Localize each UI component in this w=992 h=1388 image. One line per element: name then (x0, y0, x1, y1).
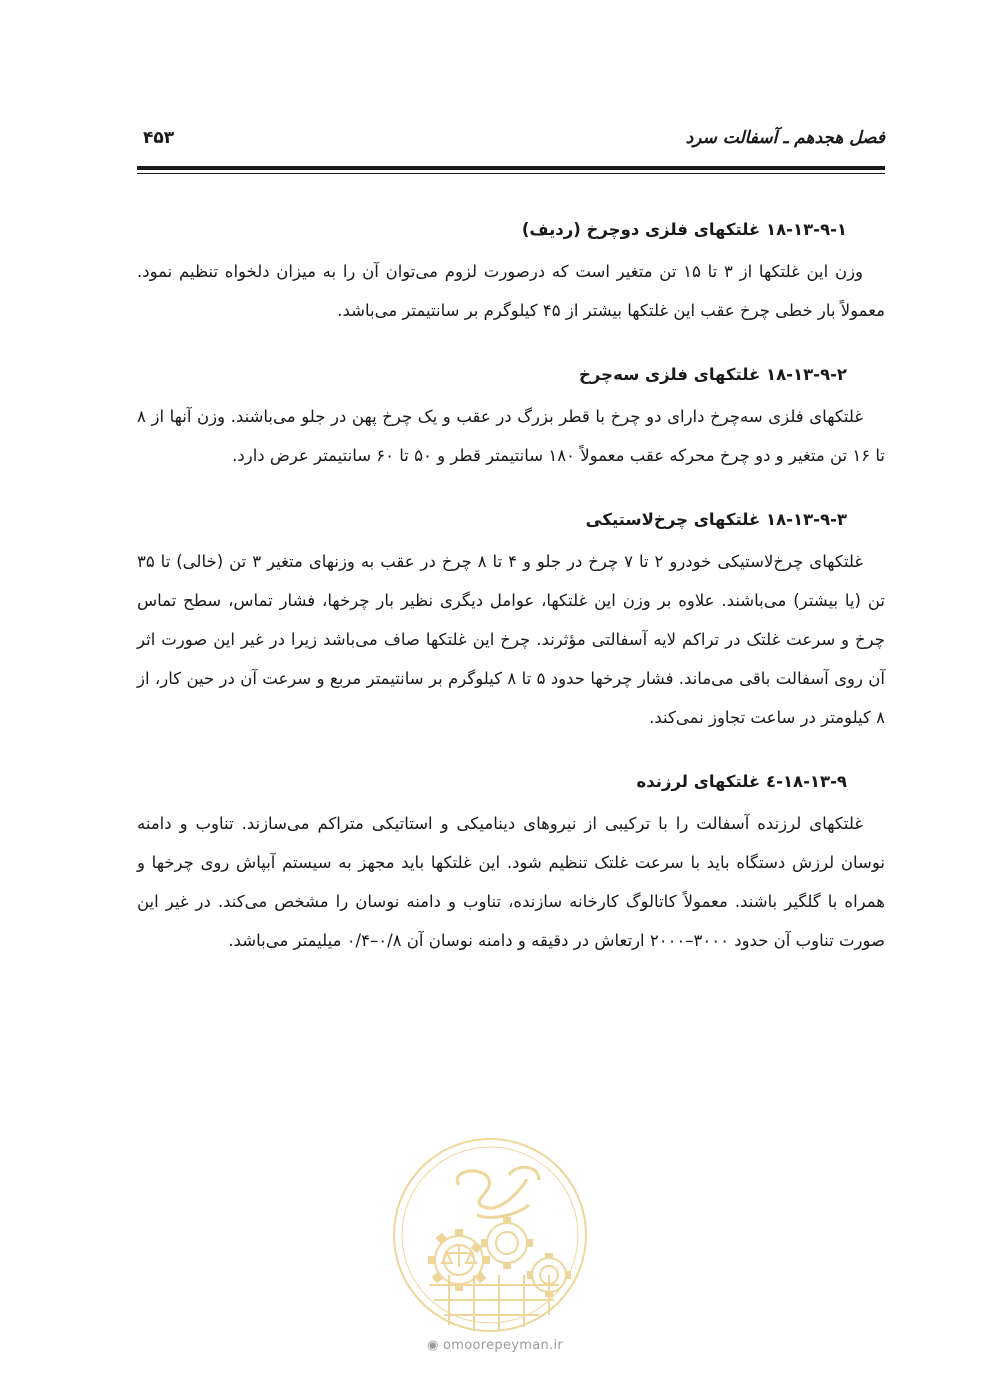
section-3 (137, 498, 885, 737)
page-content (137, 208, 885, 960)
section-heading: ۱۸-۱۳-۹-۳ غلتکهای چرخ‌لاستیکی (585, 510, 847, 529)
watermark-url-text: omoorepeyman.ir (443, 1338, 564, 1353)
instagram-icon: ◉ (426, 1338, 439, 1353)
section-body: غلتکهای لرزنده آسفالت را با ترکیبی از نیروهای دینامیکی و استاتیکی متراکم می‌سازند. تناوب و دامنه نوسان لرزش دستگاه باید با سرعت غلتک تنظیم شود. این غلتکها باید مجهز به سیستم آبپاش روی چرخها و همراه با گلگیر باشند. معمولاً کاتالوگ کارخانه سازنده، تناوب و دامنه نوسان را مشخص می‌کند. در غیر این صورت تناوب آن حدود ۳۰۰۰–۲۰۰۰ ارتعاش در دقیقه و دامنه نوسان آن ۰/۸–۰/۴ میلیمتر می‌باشد. (137, 814, 885, 950)
watermark-url (395, 1338, 595, 1353)
section-body: غلتکهای فلزی سه‌چرخ دارای دو چرخ با قطر بزرگ در عقب و یک چرخ پهن در جلو می‌باشند. وزن آنها از ۸ تا ۱۶ تن متغیر و دو چرخ محرکه عقب معمولاً ۱۸۰ سانتیمتر قطر و ۵۰ تا ۶۰ سانتیمتر عرض دارد. (137, 407, 885, 465)
section-body: غلتکهای چرخ‌لاستیکی خودرو ۲ تا ۷ چرخ در جلو و ۴ تا ۸ چرخ در عقب به وزنهای متغیر ۳ تن (خالی) تا ۳۵ تن (یا بیشتر) می‌باشند. علاوه بر وزن این غلتکها، عوامل دیگری نظیر بار چرخها، فشار تماس، سطح تماس چرخ و سرعت غلتک در تراکم لایه آسفالتی مؤثرند. چرخ این غلتکها صاف می‌باشد زیرا در غیر این صورت اثر آن روی آسفالت باقی می‌ماند. فشار چرخها حدود ۵ تا ۸ کیلوگرم بر سانتیمتر مربع و سرعت آن در حین کار، از ۸ کیلومتر در ساعت تجاوز نمی‌کند. (137, 552, 886, 727)
watermark-logo (389, 1135, 591, 1335)
section-heading: ۱۸-۱۳-۹-۲ غلتکهای فلزی سه‌چرخ (579, 365, 847, 384)
section-4 (137, 760, 885, 960)
header-rule-thin (137, 173, 885, 174)
section-1 (137, 208, 885, 330)
section-heading: ۱۸-۱۳-۹-٤ غلتکهای لرزنده (636, 772, 847, 791)
chapter-title: فصل هجدهم ـ آسفالت سرد (685, 128, 885, 148)
page-header (137, 118, 885, 158)
section-2 (137, 353, 885, 475)
section-heading: ۱۸-۱۳-۹-۱ غلتکهای فلزی دوچرخ (ردیف) (521, 220, 847, 239)
page-number: ۴۵۳ (143, 128, 175, 148)
section-body: وزن این غلتکها از ۳ تا ۱۵ تن متغیر است که درصورت لزوم می‌توان آن را به میزان دلخواه تنظیم نمود. معمولاً بار خطی چرخ عقب این غلتکها بیشتر از ۴۵ کیلوگرم بر سانتیمتر می‌باشد. (137, 262, 885, 320)
header-rule-thick (137, 166, 885, 170)
